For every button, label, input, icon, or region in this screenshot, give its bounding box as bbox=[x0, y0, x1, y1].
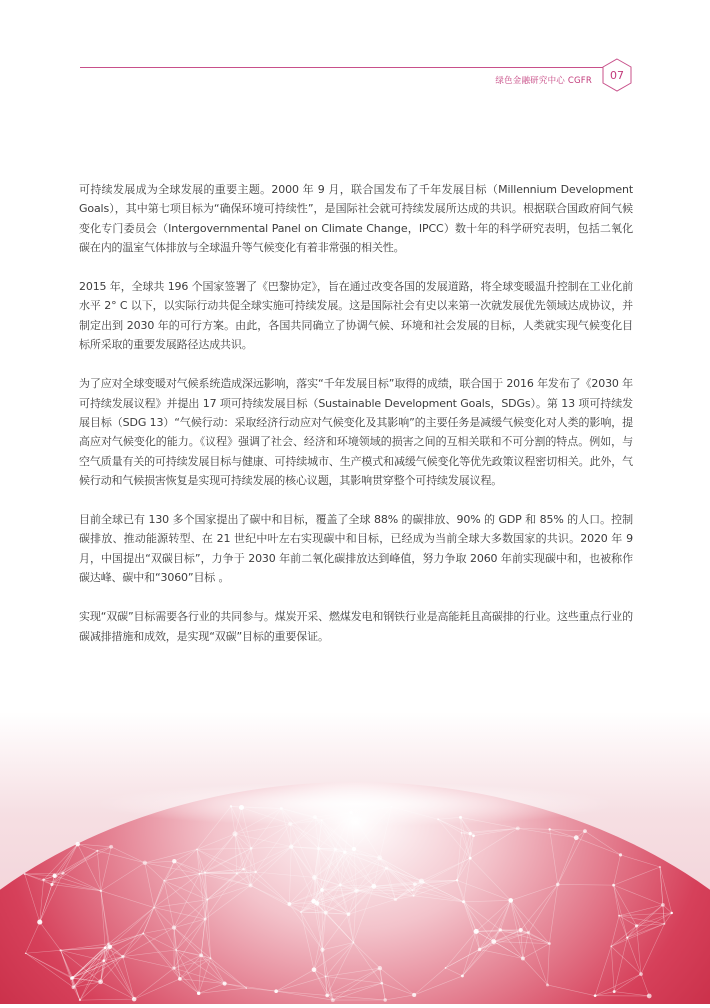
network-node bbox=[352, 847, 356, 851]
network-node bbox=[274, 989, 278, 993]
network-node bbox=[583, 829, 587, 833]
network-node bbox=[546, 983, 549, 986]
network-node bbox=[325, 975, 327, 977]
network-node bbox=[574, 835, 579, 840]
network-node bbox=[380, 982, 383, 985]
network-node bbox=[383, 998, 386, 1001]
network-node bbox=[419, 879, 424, 884]
network-node bbox=[663, 923, 665, 925]
header-org-name: 绿色金融研究中心 CGFR bbox=[495, 74, 592, 86]
network-node bbox=[172, 925, 176, 929]
network-node bbox=[172, 966, 175, 969]
network-node bbox=[325, 994, 329, 998]
network-node bbox=[516, 826, 520, 830]
network-node bbox=[70, 977, 73, 980]
network-node bbox=[412, 993, 416, 997]
network-node bbox=[320, 888, 324, 892]
network-node bbox=[352, 942, 354, 944]
network-node bbox=[619, 853, 622, 856]
network-node bbox=[394, 898, 397, 901]
network-node bbox=[300, 911, 302, 913]
network-node bbox=[143, 861, 147, 865]
network-node bbox=[324, 911, 328, 915]
network-node bbox=[391, 806, 393, 808]
network-node bbox=[312, 967, 317, 972]
network-node bbox=[223, 981, 227, 985]
network-node bbox=[469, 832, 472, 835]
network-node bbox=[613, 990, 616, 993]
network-node bbox=[96, 850, 98, 852]
network-node bbox=[472, 834, 475, 837]
network-node bbox=[461, 974, 464, 977]
network-node bbox=[478, 948, 481, 951]
network-node bbox=[670, 912, 672, 914]
network-node bbox=[288, 902, 292, 906]
paragraph-sdg: 为了应对全球变暖对气候系统造成深远影响，落实“千年发展目标”取得的成绩，联合国于 2016 年发布了《2030 年可持续发展议程》并提出 17 项可持续发展目标（Sustainable Development Goals，SDGs）。第 13 项可持续发展目标（SDG 13）“气候行动：采取经济行动应对气候变化及其影响”的主要任务是减缓气候变化对人类的影响，提高应对气候变化的能力。《议程》强调了社会、经济和环境领域的损害之间的互相关联和不可分割的特点。例如，与空气质量有关的可持续发展目标与健康、可持续城市、生产模式和减缓气候变化等优先政策议程密切相关。此外，气候行动和气候损害恢复是实现可持续发展的核心议题，其影响贯穿整个可持续发展议程。 bbox=[79, 374, 633, 490]
paragraph-paris-agreement: 2015 年，全球共 196 个国家签署了《巴黎协定》，旨在通过改变各国的发展道路，将全球变暖温升控制在工业化前水平 2° C 以下，以实际行动共促全球实施可持续发展。这是国际社会有史以来第一次就发展优先领域达成协议，并制定出到 2030 年的可行方案。由此，各国共同确立了协调气候、环境和社会发展的目标，人类就实现气候变化目标所采取的重要发展路径达成共识。 bbox=[79, 277, 633, 354]
network-node bbox=[242, 868, 245, 871]
network-node bbox=[312, 875, 317, 880]
network-node bbox=[469, 857, 472, 860]
network-node bbox=[659, 866, 661, 868]
network-node bbox=[153, 907, 155, 909]
paragraph-dual-carbon: 实现“双碳”目标需要各行业的共同参与。煤炭开采、燃煤发电和钢铁行业是高能耗且高碳排的行业。这些重点行业的碳减排措施和成效，是实现“双碳”目标的重要保证。 bbox=[79, 607, 633, 646]
network-node bbox=[107, 944, 112, 949]
network-node bbox=[75, 842, 80, 847]
network-node bbox=[474, 929, 479, 934]
network-node bbox=[206, 899, 208, 901]
network-node bbox=[521, 957, 525, 961]
network-node bbox=[491, 939, 496, 944]
network-node bbox=[239, 805, 244, 810]
network-node bbox=[527, 931, 530, 934]
network-node bbox=[594, 994, 597, 997]
network-node bbox=[635, 924, 638, 927]
network-node bbox=[59, 949, 61, 951]
network-node bbox=[437, 818, 439, 820]
network-node bbox=[37, 920, 42, 925]
network-node bbox=[321, 819, 323, 821]
network-node bbox=[349, 811, 352, 814]
network-node bbox=[249, 883, 253, 887]
network-node bbox=[339, 883, 342, 886]
network-node bbox=[175, 949, 177, 951]
network-node bbox=[334, 848, 337, 851]
network-node bbox=[378, 966, 382, 970]
body-text bbox=[79, 180, 633, 666]
network-node bbox=[413, 895, 415, 897]
network-node bbox=[343, 850, 346, 853]
network-node bbox=[556, 883, 560, 887]
network-node bbox=[612, 884, 615, 887]
network-node bbox=[289, 844, 293, 848]
network-node bbox=[230, 805, 232, 807]
network-node bbox=[178, 977, 182, 981]
network-node bbox=[245, 987, 247, 989]
network-node bbox=[459, 816, 462, 819]
network-node bbox=[25, 952, 27, 954]
network-node bbox=[109, 845, 113, 849]
network-node bbox=[232, 831, 237, 836]
network-node bbox=[385, 866, 388, 869]
network-node bbox=[24, 873, 26, 875]
header-divider bbox=[80, 67, 605, 68]
network-node bbox=[313, 815, 317, 819]
network-node bbox=[413, 882, 417, 886]
network-node bbox=[204, 872, 206, 874]
network-node bbox=[210, 957, 212, 959]
network-node bbox=[61, 872, 64, 875]
network-node bbox=[519, 928, 523, 932]
network-node bbox=[288, 822, 292, 826]
network-node bbox=[204, 918, 207, 921]
network-node bbox=[104, 946, 107, 949]
network-node bbox=[121, 955, 124, 958]
network-node bbox=[102, 959, 105, 962]
network-node bbox=[647, 994, 652, 999]
network-node bbox=[610, 945, 612, 947]
network-node bbox=[499, 928, 502, 931]
network-node bbox=[107, 943, 109, 945]
network-node bbox=[53, 874, 57, 878]
network-node bbox=[320, 948, 324, 952]
network-node bbox=[317, 847, 321, 851]
network-node bbox=[412, 889, 414, 891]
network-node bbox=[100, 890, 103, 893]
network-node bbox=[163, 880, 165, 882]
page-number: 07 bbox=[602, 58, 632, 92]
network-node bbox=[618, 915, 620, 917]
network-node bbox=[79, 999, 81, 1001]
network-node bbox=[626, 936, 628, 938]
network-node bbox=[280, 807, 283, 810]
network-node bbox=[311, 899, 316, 904]
network-node bbox=[354, 888, 359, 893]
network-node bbox=[172, 859, 176, 863]
network-node bbox=[456, 879, 458, 881]
network-node bbox=[639, 972, 643, 976]
network-node bbox=[331, 998, 335, 1002]
network-node bbox=[50, 883, 53, 886]
paragraph-carbon-neutrality: 目前全球已有 130 多个国家提出了碳中和目标，覆盖了全球 88% 的碳排放、90% 的 GDP 和 85% 的人口。控制碳排放、推动能源转型、在 21 世纪中叶左右实现碳中和目标，已经成为当前全球大多数国家的共识。2020 年 9 月，中国提出“双碳目标”，力争于 2030 年前二氧化碳排放达到峰值，努力争取 2060 年前实现碳中和，也被称作碳达峰、碳中和“3060”目标 。 bbox=[79, 510, 633, 587]
network-node bbox=[661, 903, 665, 907]
network-node bbox=[549, 828, 551, 830]
network-node bbox=[377, 855, 382, 860]
network-node bbox=[371, 884, 376, 889]
network-node bbox=[142, 933, 144, 935]
network-node bbox=[199, 873, 201, 875]
network-node bbox=[445, 967, 447, 969]
network-node bbox=[508, 898, 513, 903]
network-node bbox=[196, 849, 198, 851]
network-node bbox=[548, 942, 551, 945]
network-node bbox=[199, 953, 203, 957]
network-globe-icon bbox=[0, 712, 710, 1004]
network-node bbox=[250, 847, 253, 850]
network-node bbox=[72, 985, 76, 989]
network-node bbox=[197, 992, 201, 996]
network-node bbox=[132, 997, 137, 1002]
network-node bbox=[461, 832, 463, 834]
paragraph-mdg: 可持续发展成为全球发展的重要主题。2000 年 9 月，联合国发布了千年发展目标（Millennium Development Goals），其中第七项目标为“确保环境可持续性”，是国际社会就可持续发展所达成的共识。根据联合国政府间气候变化专门委员会（Intergovernmental Panel on Climate Change，IPCC）数十年的科学研究表明，包括二氧化碳在内的温室气体排放与全球温升等气候变化有着非常强的相关性。 bbox=[79, 180, 633, 257]
network-node bbox=[347, 912, 351, 916]
network-node bbox=[462, 900, 465, 903]
network-node bbox=[98, 979, 103, 984]
network-node bbox=[42, 879, 45, 882]
network-node bbox=[254, 871, 256, 873]
network-node bbox=[236, 872, 238, 874]
